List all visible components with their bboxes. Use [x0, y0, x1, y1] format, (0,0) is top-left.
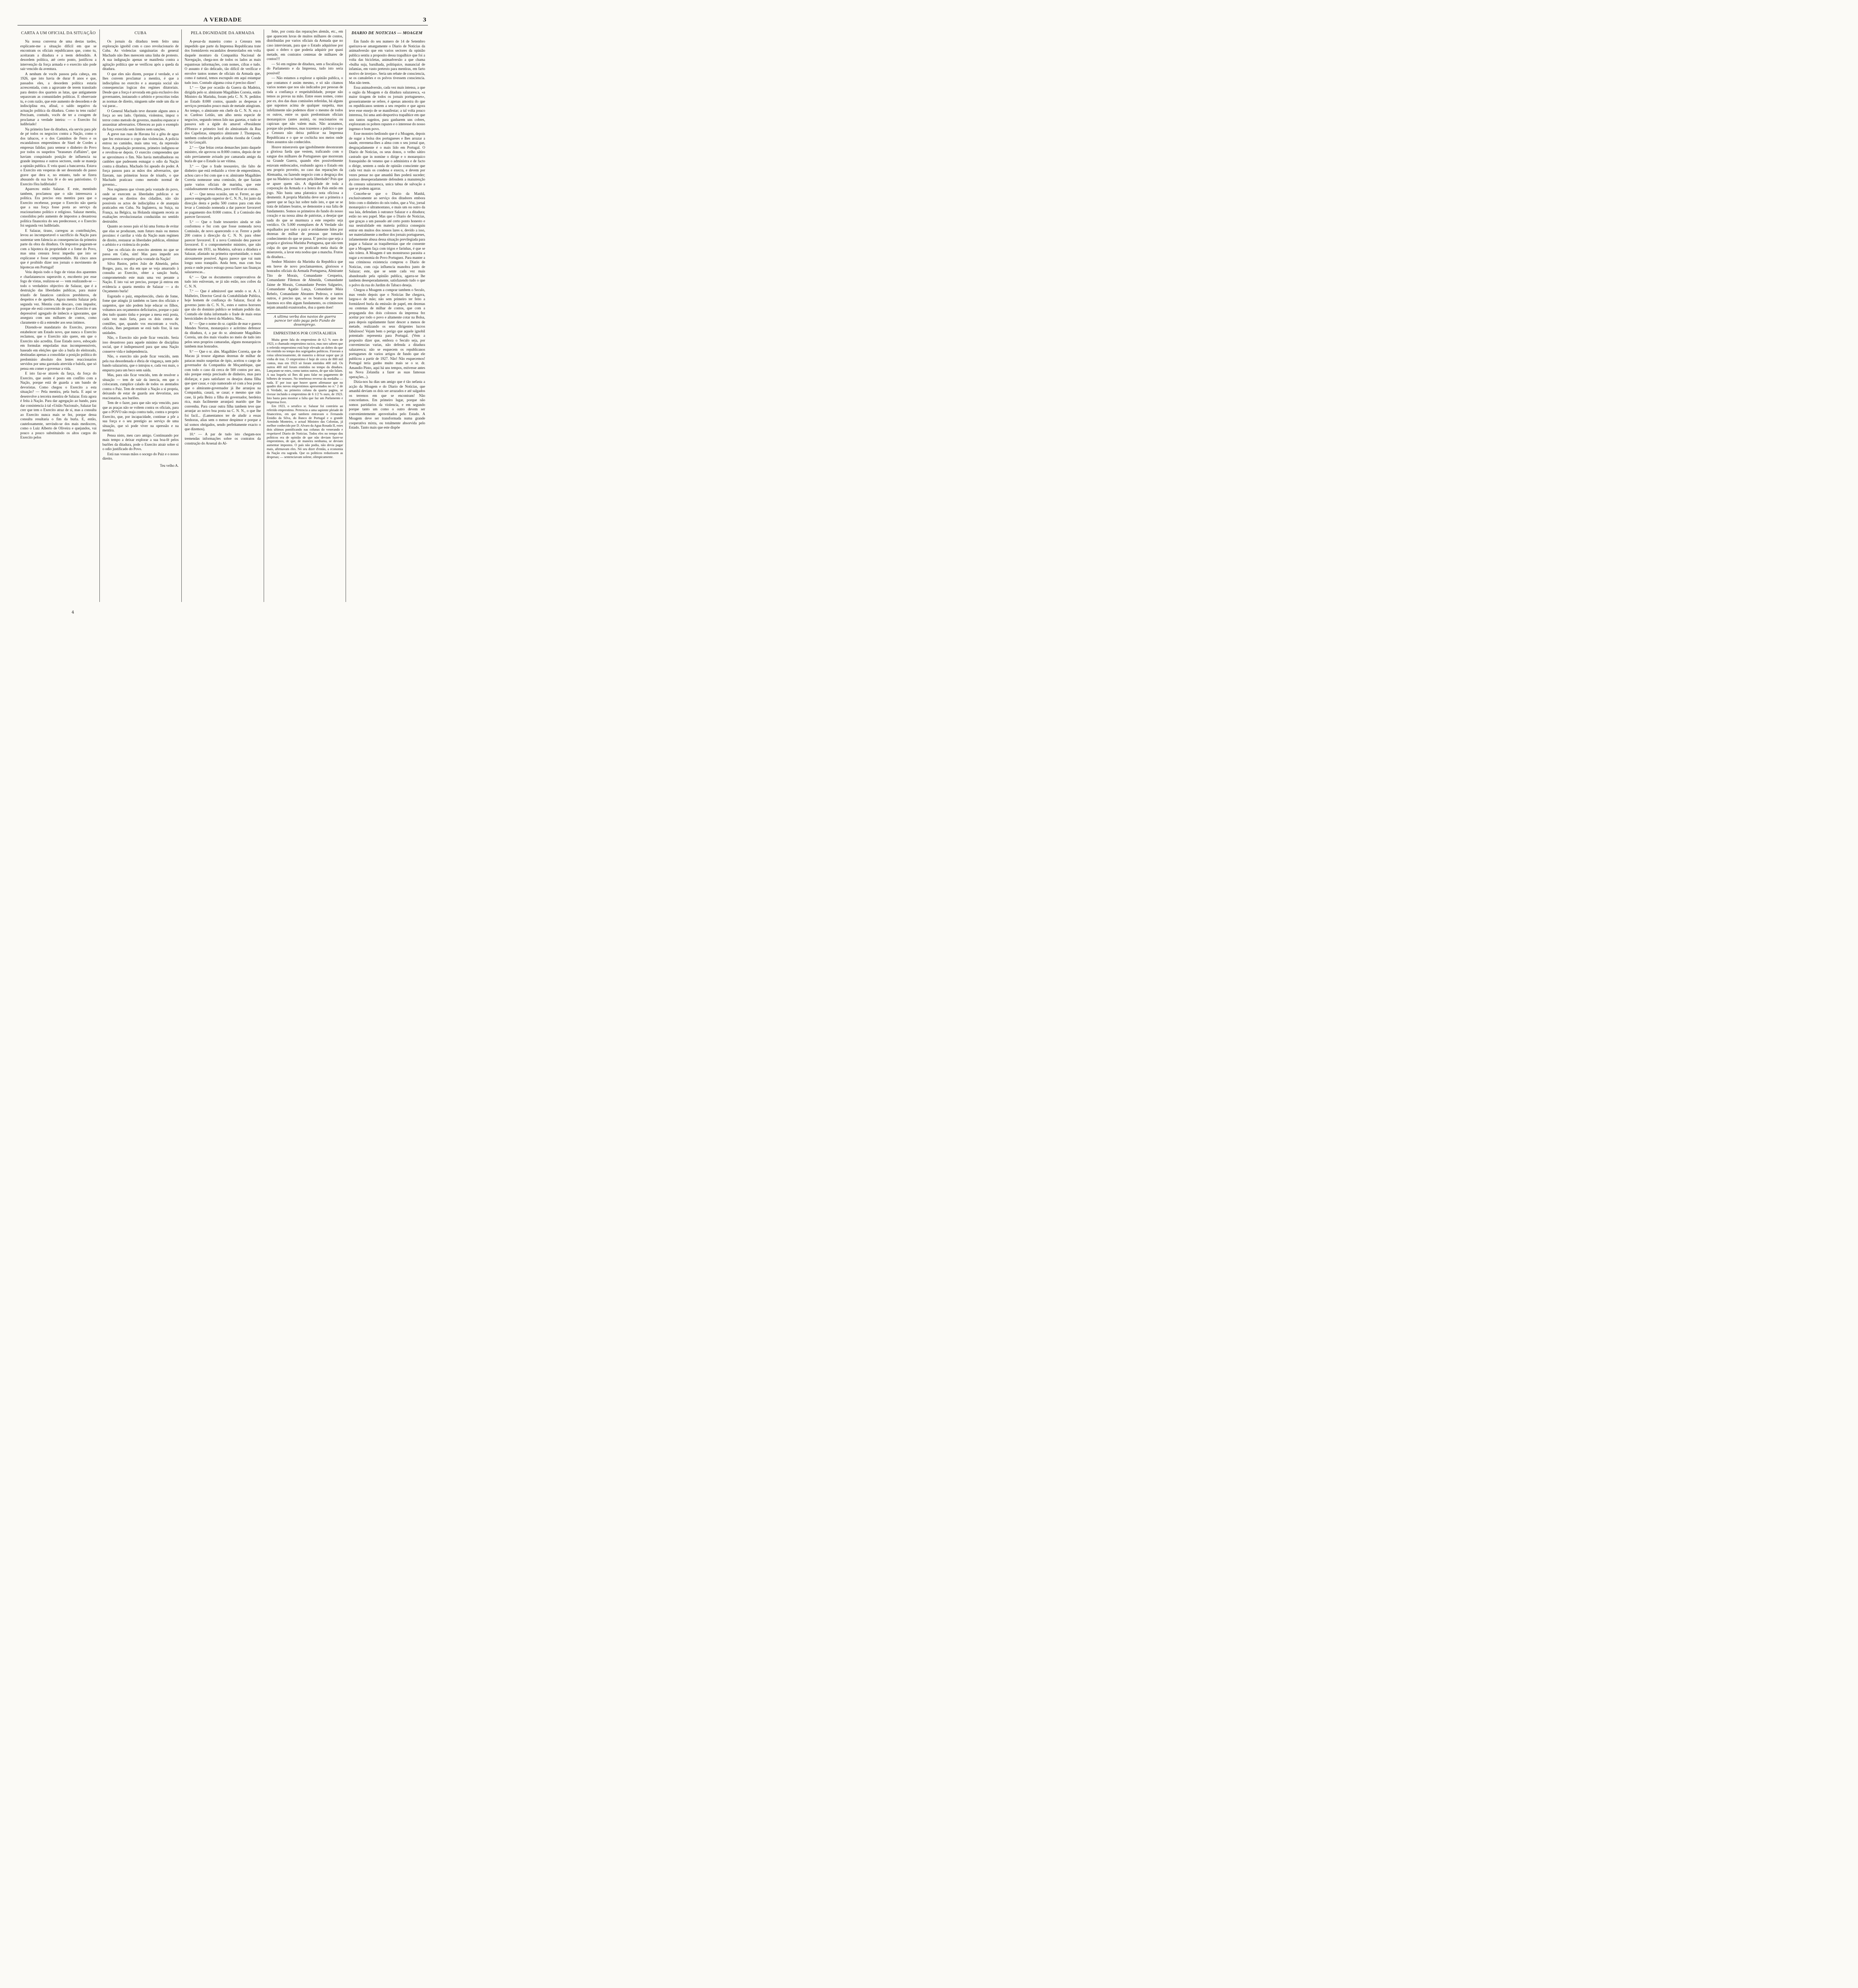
column-4 [264, 29, 346, 602]
paragraph: 1.º — Que por ocasião da Guerra da Madeira, dirigida pelo sr. almirante Magalhães Correia, então Ministro da Marinha, foram pela C. N. N. pedidos ao Estado 8:000 contos, quando as despesas e serviços prestados pouco mais de metade atingiram. Ao tempo, o almirante em chefe da C. N. N. era o sr. Cardoso Leitão, um alho nesta especie de negocios, segundo temos lido nas gazetas, e tudo se passava sob a égide do amavel «Presidente d'Honra» e primeiro lord do almirantado da Rua dos Capelistas, simpatico almirante J. Thompson, tambem conhecido pela alcunha risonha de Conde de Sá Gonçalô. [185, 85, 261, 144]
paragraph: 3.º — Que o frade tesoureiro, tão falto de dinheiro que está reduzido a viver de emprestimos, achou caro e fez com que o sr. almirante Magalhães Correia nomeasse uma comissão, de que faziam parte varios oficiais de marinha, que este cuidadosamente escolheu, para verificar as contas. [185, 164, 261, 191]
paragraph: Na primeira fase da ditadura, ela serviu para pôr de pé todos os negocios contra a Nação, como o dos tabacos, e o dos Caminhos de Ferro e os escandalosos emprestimos de Siuel de Cordes a empresas falidas; para semear o dinheiro do Povo por todos os suspeitos "brasseurs d'affaires", que haviam conquistado posição de influencia na grande imprensa e outros sectores, onde se maneja a opinião publica. E veiu quasi a bancarrota. Estava o Exercito em vesperas de ser desonrado do passo grave que dera e, no entanto, tudo se fizera abusando da sua boa fé e do seu patriotismo. O Exercito fôra ludibriado! [20, 127, 97, 186]
column-3 [182, 29, 264, 602]
newspaper-title: A VERDADE [203, 17, 242, 23]
columns [17, 29, 428, 602]
paragraph: Está nas vossas mãos o socego do Paiz e o nosso direito. [102, 452, 179, 460]
article-body-moagem [349, 39, 425, 430]
article-title-cuba: CUBA [134, 31, 147, 35]
article-body-carta [20, 39, 97, 440]
paragraph: O que eles não dizem, porque é verdade, e só lhes convem proclamar a mentira, é que a indisciplina no exercito e a anarquia social são consequencias logicas dos regimes ditatoriais. Desde que a força é arvorada em guia exclusivo dos governantes, instaurado o arbitrio e proscritas todas as normas de direito, ninguem sabe onde um dia se vai parar... [102, 72, 179, 108]
paragraph: 8.º — Que o nome do sr. capitão de mar e guerra Mendes Norton, monarquico e acérrimo defensor da ditadura, é, a par do sr. almirante Magalhães Correia, um dos mais visados no meio de tudo isto pelos seus proprios camaradas, alguns monarquicos tambem mas honrados. [185, 321, 261, 348]
paragraph: 7.º — Que é admiravel que sendo o sr. A. J. Malheiro, Director Geral da Contabilidade Publica, hoje homem de confiança do Salazar, fiscal do governo junto da C. N. N., estes e outros horrores que são do dominio publico se tenham podido dar. Contudo ele tinha informado o frade de mais estas heroicidades do heroi da Madeira. Mas... [185, 289, 261, 320]
paragraph: 9.º — Que o sr. alm. Magalhães Correia, que de Macau já trouxe algumas dezenas de milhar de patacas muito suspeitas de ópio, aceitou o cargo de governador da Companhia de Moçambique, que com todo o caso dá cerca de 500 contos por ano, não porque esteja precisado de dinheiro, mas para disfarçar, e para satisfazer os desejos duma filha que quer casar, e cujo namorado só com a boa posta que o almirante-governador já lhe arranjou na Companhia, casará, se casar; e mesmo que não case, lá pela Beira a filha do governador, herdeira rica, mais facilmente arranjará marido que lhe convenha. Para casar outra filha tambem teve que arranjar ao noivo boa posta na C. N. N., o que lhe foi facil... (Lamentamos ter de aludir a essas Senhoras, alias sem o menor despimor e porque a tal somos obrigados, sendo perfeitamente exacto o que dizemos). [185, 349, 261, 431]
paragraph: feite, por conta das reparações alemãs, etc., em que aparecem luvas de muitos milhares de contos, distribuidas por varios oficiais da Armada que no caso intervieram, para que o Estado adquirisse por quasi o dobro o que poderia adquirir por quasi metade, em contratos centenas de milhares de contos!!! [266, 29, 343, 61]
paragraph: Quanto ao nosso país só há uma forma de evitar que elas se produzam, num futuro mais ou menos proximo: é carrilar a vida da Nação num regimen de direito, restaurar as liberdades publicas, eliminar o arbitrio e a violencia do poder. [102, 224, 179, 247]
paragraph: — Não estamos a explorar a opinião publica, o que contamos é assim mesmo, e só não citamos varios nomes que nos são indicados por pessoas de toda a confiança e respeitabilidade, porque não temos as provas na mão. Entre esses nomes, como por ex. dos das duas comissões referidas, há alguns que supomos acima de qualquer suspeita, mas infelizmente não podemos dizer o mesmo de todos os outros, entre os quais predominam oficiais monarquicos (antes assim), ou reacionarios ou capicuas que não valem mais. Não acusamos, porque não podemos, mas trazemos a publico o que a Censura não deixa publicar na Imprensa Republicana e o que se cochicha nos meios onde êstes assuntos são conhecidos. [266, 76, 343, 144]
newspaper-page [0, 0, 442, 623]
paragraph: E Salazar, tirano, carregou as contribuições, levou ao incomportavel o sacrifício da Nação para sustentar sem falencia as consequencias da primeira parte da obra da ditadura. Os impostos pagaram-se com a hipoteca da propriedade e a fome do Povo, mas uma censura feroz impediu que isto se explicasse e fosse compreendido. Há cinco anos que é proibido dizer nos jornais o movimento de hipotecas em Portugal! [20, 228, 97, 269]
column-5 [346, 29, 428, 602]
paragraph: Esse monstro hediondo que é a Moagem, depois de sugar a bolsa dos portugueses e lhes arrazar a saude, envenena-lhes a alma com o seu jornal que, desgraçadamente é o mais lido em Portugal. O Diario de Noticias, os seus donos, o velho sátiro castrado que in nomine o dirige e o monarquico fransquinho de veneno que o administra e de facto o dirige, sentem a onda de opinião consciente que cada vez mais os condena e execra, e devem por vezes pensar no que amanhã lhes poderá suceder; porisso desesperadamente defendem a manutenção da censura salazaresca, unica tabua de salvação a que se podem agarrar. [349, 132, 425, 190]
paragraph: Em 1923, o serafico sr. Salazar foi contrário ao referido emprestimo. Pertencia a uma sapiente pleiade de financeiros, em que tambem entravam o Fernando Emidio da Silva, do Banco de Portugal e o grande Armindo Monteiro, o actual Ministro das Colonias, já melhor conhecido por D. Alvaro da Agua Rosada II, estes dois ultimos pontificando nas colunas do venerando e respeitavel Diario de Noticias. Todos eles no tempo dos politicos era de opinião de que não deviam fazer-se emprestimos, de que, de maneira nenhuma, se deviam aumentar impostos. O país não podia, não devia pagar mais, afirmavam eles. Nó seu dizer d'então, a economia da Nação era sagrada. Que os politicos reduzissem as despesas; — sentenciavam solene, olimpicamente. [266, 404, 343, 459]
paragraph: 4.º — Que nessa ocasião, um sr. Ferrer, ao que parece empregado superior de C. N. N., foi junto da direcção desta e pediu 500 contos para com eles levar a Comissão nomeada a dar parecer favoravel ao pagamento dos 8:000 contos. E a Comissão deu parecer favoravel. [185, 192, 261, 219]
paragraph: 5.º — Que o frade tesoureiro ainda se não conformou e fez com que fosse nomeada nova Comissão, de novo aparecendo o sr. Ferrer a pedir 200 contos à direcção da C. N. N. para obter parecer favoravel. E a nova Comissão deu parecer favoravel. E o comprometedor ministro, que não obstante em 1931, na Madeira, salvara a ditadura e Salazar, afastado na primeira oportunidade, o mais airosamente possivel. Agora parece que vai num longo sono tranquilo. Anda bem, mas com boa posta e onde pouco estrago possa fazer nas finanças salazarescas... [185, 219, 261, 274]
paragraph: E isto faz-se através da farça, da força do Exercito, que assim é posto em conflito com a Nação, porque está de guarda a um bando de devoristas. Como chegou o Exercito a esta situação? — Pela mentira, pela burla. E aqui se desenvolve a terceira mentira de Salazar. Esta agora é feita à Nação. Para dar agregação ao bando, para dar consistencia à tal «União Nacional», Salazar faz crer que tem o Exercito atraz de si, mas a consulta ao Exercito nunca mais se fez, porque dessa consulta resultaria o fim da burla. E, então, cautelosamente, servindo-se dos mais mediocres, como o Luiz Alberto de Oliveira e quejandos, vai pouco a pouco substituindo os altos cargos do Exercito pelos [20, 371, 97, 439]
paragraph: Veiu depois todo o fogo de vistas dos aparentes e charlatanescos superavits e, encoberto por esse fogo de vistas, realizou-se — vem realizando-se — todo o verdadeiro objectivo de Salazar, que é a destruição das liberdades publicas, para maior triunfo de fanaticos catolicos presbiteros, de despeitos e de apetites. Agora mentiu Salazar pela segunda vez. Mentiu com descaro, com impudor, porque ele está convencido de que o Exercito é um depressivel agregado de imbecis e ignorantes, que assegura com uns milhares de contos, como claramente o dá a entender aos seus intimos. [20, 270, 97, 324]
paragraph: Muita gente fala do emprestimo de 6,5 % ouro de 1923, o chamado emprestimo racico, mas raro sabem que o referido emprestimo está hoje elevado ao dobro do que foi emitido no tempo dos segregados políticos. Fizeram a coisa silenciosamente, de maneira a deixar supor que já vinha de traz. O emprestimo é hoje de cerca de 800 mil contos, mas em 1923 só foram emitidos 400 mil. Os outros 400 mil foram emitidos no tempo da ditadura. Lançaram-se estes, como tantos outros, de que não falam. A sua loquela só lhes dá para falar no pagamento de bilhetes de tesouro. No tenebroso reverso da medalha — nada. E' por isso que houve quem afirmasse que no quadro dos novos emprestimos apresentados no n.º 2 de A Verdade, na primeira coluna da quarta pagina, se tivesse incluido o emprestimo de 6 1/2 % ouro, de 1923. Isto basta para mostrar a falta que faz um Parlamento e Imprensa livre. [266, 338, 343, 404]
paragraph: Senhor Ministro da Marinha da Republica que em breve de novo proclamaremos, gloriosos e honrados oficiais da Armada Portuguesa, Almirante Tito de Morais, Comandante Cerqueira, Comandante Filemon de Almeida, Comandante Jaime de Morais, Comandante Prestes Salgueiro, Comandante Agatão Lança, Comandante Maia Rebelo, Comandante Abrantes Pedroso, e tantos outros, é preciso que, se os boatos de que nos fazemos eco têm algum fundamento, os criminosos sejam amanhã exautorados, doa a quem doer! [266, 260, 343, 309]
paragraph: Pensa nisto, meu caro amigo. Continuando por mais tempo a deixar explorar a sua boa-fé pelos burlões da ditadura, pode o Exercito atrair sobre si o odio justificado do Povo. [102, 433, 179, 451]
paragraph: Concebe-se que o Diario da Manhã, exclusivamente ao serviço dos ditadores embora feito com o dinheiro do nós todos, que a Voz, jornal monarquico e ultramontano, e mais um ou outro da sua laia, defendam à outrance Salazar e a ditadura; estão no seu papel. Mas que o Diario de Noticias, que graças a um passado até certo ponto honesto e sua neutralidade em materia politica conseguiu entrar em muitos dos nossos lares e, devido a isso, ser materialmente a melhor dos jornais portugueses, infamemente abusa dessa situação previlegiada para pagar a Salazar as traquibernias que ele consente que a Moagem faça com trigos e farinhas, é que se não tolera. A Moagem é um monstruoso parasita a sugar a economia do Povo Portuguez. Para manter a sua criminosa existencia comprou o Diario de Noticias, com cuja influencia manobra junto de Salazar; este, que se sente cada vez mais abandonado pela opinião publica, agarra-se lhe tambem desesperadamente, satisfazendo tudo o que o polvo da rua do Jardim do Tabaco deseja. [349, 191, 425, 287]
column-1 [17, 29, 100, 602]
article-title-armada: PELA DIGNIDADE DA ARMADA [190, 31, 255, 35]
paragraph: Os jornais da ditadura teem feito uma exploração ignobil com o caso revolucionario de Cuba. As violencias sanguinarias do general Machado não lhes merecem uma linha de protesto. A sua indignação apenas se manifesta contra a agitação política que se verificou após a queda da ditadura. [102, 39, 179, 71]
article-body-cuba [103, 39, 179, 468]
article-body-armada [185, 39, 261, 446]
paragraph: Esgotado o paiz, empobrecido, cheio de fome, fome que atingiu já também os lares dos oficiais e sargentos, que não podem hoje educar os filhos, voltamos aos orçamentos deficitarios, porque o paiz deu tudo quanto tinha e porque a mesa está posta, cada vez mais farta, para os dois centos de comilões, que, quando vos encontram a vocês, oficiais, lhes perguntam se está tudo fixe, lá nas unidades. [102, 294, 179, 335]
paragraph: Nos regimens que vivem pela vontade do povo, onde se exercem as liberdades publicas e se respeitam os direitos dos cidadãos, não são possiveis os actos de indisciplina e de anarquia praticados em Cuba. Na Inglaterra, na Suiça, na França, na Belgica, na Holanda ninguem receia as exaltações revolucionarias conduzidas no sentido destruidor. [102, 187, 179, 223]
paragraph: A-pesar-da maneira como a Censura tem impedido que parte da Imprensa Republicana trate dos formidaveis escandalos desenrolados em volta daquele monturo da Companhia Nacional de Navegação, chega-nos de todos os lados as mais espantosas informações, com nomes, cifras e tudo. O assunto é tão delicado, tão difícil de verificar e envolve tantos nomes de oficiais da Armada que, como é natural, temos escrupulo em aqui estampar tudo isso. Contudo alguma coisa é preciso dizer! [185, 39, 261, 85]
article-body-emprestimos [267, 338, 343, 459]
paragraph: Mas, para não ficar vencido, tem de resolver a situação — tem de sair da inercia, em que o colocaram, cumplice calado de todos os atentados contra o Paiz. Tem de restituir a Nação a si propria, deixando de estar de guarda aos devoristas, aos reacionarios, aos burlões. [102, 373, 179, 400]
paragraph: A greve nas ruas de Havana foi a gôta de agua que fez extravasar o copo das violencias. A policia entrou no caminho, mais uma vez, da repressão feroz. A população protestou, primeiro indignou-se e revoltou-se depois. O exercito compreendeu que se aproximava o fim. Não havia metralhadoras ou canhões que pudessem esmagar o odio da Nação contra a ditadura. Machado foi apeado do poder. A força passou para as mãos dos adversarios, que fizeram, nas primeiras horas de triunfo, o que Machado praticara como metodo normal de governo... [102, 132, 179, 186]
article-body-armada-continued [267, 29, 343, 310]
paragraph: Dizia-nos ha dias um amigo que é tão nefasta a acção da Moagem e do Diario de Noticias, que amanhã deviam os dois ser arrazados e até salgados os terrenos em que se encontram! Não concordamos. Em primeiro lugar, porque não somos partidarios da violencia, e em segundo porque tanto um como o outro devem ser convenientemente aproveitados pelo Estado. A Moagem deve ser transformada numa grande cooperativa mixta, ou totalmente absorvida pelo Estado. Tanto mais que este dispõe [349, 380, 425, 429]
article-title-carta: CARTA A UM OFICIAL DA SITUAÇÃO [21, 31, 96, 35]
paragraph: Tem de o fazer, para que não seja vencido, para que as praças não se voltem contra os oficiais, para que o POVO não reaja contra tudo, contra o proprio Exercito, que, por incapacidade, continue a pôr a sua força e o seu prestigio ao serviço de uma situação, que só pode viver na opressão e na mentira. [102, 401, 179, 432]
footer-mark: 4 [72, 610, 74, 615]
paragraph: Chegou a Moagem a comprar tambem o Seculo, mas vendo depois que o Noticias lhe chegava, largou-o de mão; não sem primeiro ter feito a formidavel burla da emissão de papel, em dezenas ou centenas de milhar de contos, que com a propaganda dos dois colossos da imprensa fez aceitar por todo o povo e altamente cotar na Bolsa, para depois rapidamente fazer descer a menos de metade, realizando os seus dirigentes lucros fabulosos! Vejam bem o perigo que aquele ignobil potentado representa para Portugal. (Vem a proposito dizer que, embora o Seculo seja, por conveniencias varias, não defenda a ditadura salazaresca; não se esquecem os republicanos portugueses de varios artigos de fundo que ele publicou a partir de 1927. Não! Não esquecemos! Portugal teria ganho muito mais se o sr. dr. Amandio Pinto, aqui há uns tempos, estivesse antes na Nova Zelandia a fazer as suas famosas operações...). [349, 288, 425, 379]
paragraph: O General Machado teve durante alguns anos a força ao seu lado. Oprimiu, violentou, impoz o terror como metodo de governo, mandou espancar e assassinar adversarios. Ofereceu ao país o exemplo da força exercida sem limites nem sanções. [102, 109, 179, 131]
paragraph: Dizendo-se mandatario do Exercito, procura estabelecer um Estado novo, que nunca o Exercito reclamou, que o Exercito não quere, em que o Exercito não acredita. Esse Estado novo, esboçado em formulas empoladas mas incompreensiveis, baseado em eleições que são a burla do eleitorado, destinadas apenas a consolidar a posição política do predominio absoluto dos lentes reaccionarios servidos por uma garotada atrevida e balofa, que só pensa em comer e governar a vida. [20, 325, 97, 371]
paragraph: — Só em regime de ditadura, sem a fiscalização do Parlamento e da Imprensa, tudo isto seria possivel! [266, 62, 343, 75]
page-number: 3 [422, 17, 426, 23]
paragraph: Que os oficiais do exercito atentem no que se passa em Cuba, sim! Mas para impedir aos governantes o respeito pela vontade da Nação! [102, 247, 179, 261]
column-2 [100, 29, 182, 602]
paragraph: Silva Bastos, pelos João de Almeida, pelos Borges, para, no dia em que se veja amarrado à consulta ao Exercito, obter a sanção burla, comprometendo este mais uma vez perante a Nação. E isto vai ser preciso, porque já entrou em evidencia a quarta mentira de Salazar — a do Orçamento burla! [102, 262, 179, 293]
paragraph: 6.º — Que os documentos comprovativos de tudo isto estiveram, se já não estão, nos cofres da C. N. N. [185, 275, 261, 288]
article-title-moagem: DIARIO DE NOTICIAS — MOAGEM [351, 31, 423, 35]
paragraph: Apareceu então Salazar. E este, mentindo tambem, proclamou que o não interessava a política. Era preciso esta mentira para que o Exercito recebesse, porque o Exercito não queria que a sua força fosse posta ao serviço da reacionarismo político e religioso. Salazar mentiu, consolidou pelo aumento de impostos a desastrosa política financeira do seu predecessor, e o Exercito foi segunda vez ludibriado. [20, 187, 97, 227]
paragraph: 10.º — A par de tudo isto chegam-nos tremendas informações sobre os contratos da construção do Arsenal do Al- [185, 432, 261, 445]
signature: Teu velho A. [160, 463, 179, 468]
paragraph: Essa animadversão, cada vez mais intensa, a que o orgão da Moagem e da ditadura salazaresca, «a maior tiragem de todos os jornais portugueses», grosseiramente se refere, é apenas amostra do que os republicanos sentem a seu respeito e que agora teve esse ensejo de se manifestar; a tal volta pouco interessa, foi uma anti-desportiva trapalhice em que uns tantos sugeitos, para ganharem uns cobres, exploraram os pobres rapazes e o interesse do nosso ingenuo e bom povo. [349, 85, 425, 131]
paragraph: A nenhum de vocês passou pela cabeça, em 1926, que isto havia de durar 8 anos e que, passados eles, a desordem política estaria acrescentada, com a agravante de terem transitado para dentro dos quarteis as lutas, que antigamente separavam as comunidades políticas. E observaste tu, e com razão, que este aumento de desordem e de indisciplina era, afinal, o saldo negativo da actuação política da ditadura. Como tu tens razão! Precisam, contudo, vocês de ter a coragem de proclamar a verdade inteira: — o Exercito foi ludibriado! [20, 72, 97, 126]
paragraph: Não, o exercito não pode ficar vencido, nem pela rua desordenada e ébria de vingança, nem pelo bando salazarista, que o intrujou e, cada vez mais, o empurra para um beco sem saída. [102, 354, 179, 372]
boxed-note: A ultima verba dos navios de guerra parece ter sido paga pelo Fundo de desemprego. [267, 313, 343, 329]
article-title-emprestimos: EMPRESTIMOS POR CONTA ALHEIA [273, 332, 336, 336]
paragraph: Não, o Exercito não pode ficar vencido. Seria isso desastroso para aquele minimo de disciplina social, que é indispensavel para que uma Nação conserve vida e independencia. [102, 336, 179, 353]
masthead [17, 14, 428, 25]
paragraph: Em fundo do seu numero de 14 de Setembro queixava-se amargamente o Diario de Noticias da animadversão que em varios sectores da opinião publica sentiu a proposito dessa trapalhice que foi a volta das bicicletas, animadversão a que chama «bulha suja, barulhada, politiquice, manancial de infamias, em vasto pretexto para mentiras, em farto motivo de invejas». Seria um rebate de consciencia, se os camaleões e os polvos tivessem consciencia. Mas não teem. [349, 39, 425, 85]
paragraph: Na nossa conversa de uma destas tardes, explicaste-me a situação difícil em que se encontram os oficiais republicanos que, como tu, aceitaram a ditadura e a teem defendido. A desordem política, até certo ponto, justificou a intervenção da força armada e o exercito não pode sair vencido da aventura. [20, 39, 97, 71]
paragraph: 2.º — Que feitas certas demarches junto daquele ministro, ele aprovou os 8:000 contos, depois de ter sido previamente avisado por camarada amigo da burla de que o Estado ia ser vitima. [185, 145, 261, 163]
paragraph: Houve miseraveis que ignobilmente desonraram a gloriosa farda que vestem, traficando com o sangue dos milhares de Portugueses que morreram na Grande Guerra, quando eles possivelmente estavam emboscados, roubando agora o Estado em seu proprio proveito, no caso das reparações da Alemanha, ou fazendo negocio com a desgraça dos que na Madeira se bateram pela liberdade? Pois que se apure quem são. A dignidade de toda a corporação da Armada e a honra do País então em jogo. Não basta uma platonica nota oficiosa a desmentir. A propria Marinha deve ser a primeira a querer que se faça luz sobre tudo isto, e que se se trata de infames boatos, se demonstre a sua falta de fundamento. Somos os primeiros do fundo do nosso coração e na nossa alma de patriotas, a desejar que nada do que se murmura a este respeito seja verídico. Os 5.000 exemplares de A Verdade são espalhados por todo o paiz e avidamente lidos por dezenas de milhar de pessoas que tomarão conhecimento do que se passa. E' preciso que seja a propria e gloriosa Marinha Portuguesa, que não tem culpa do que possa ter praticado meia duzia de miseraveis, a lavar esta nodoa que a mancha. Frutos da ditadura... [266, 145, 343, 259]
